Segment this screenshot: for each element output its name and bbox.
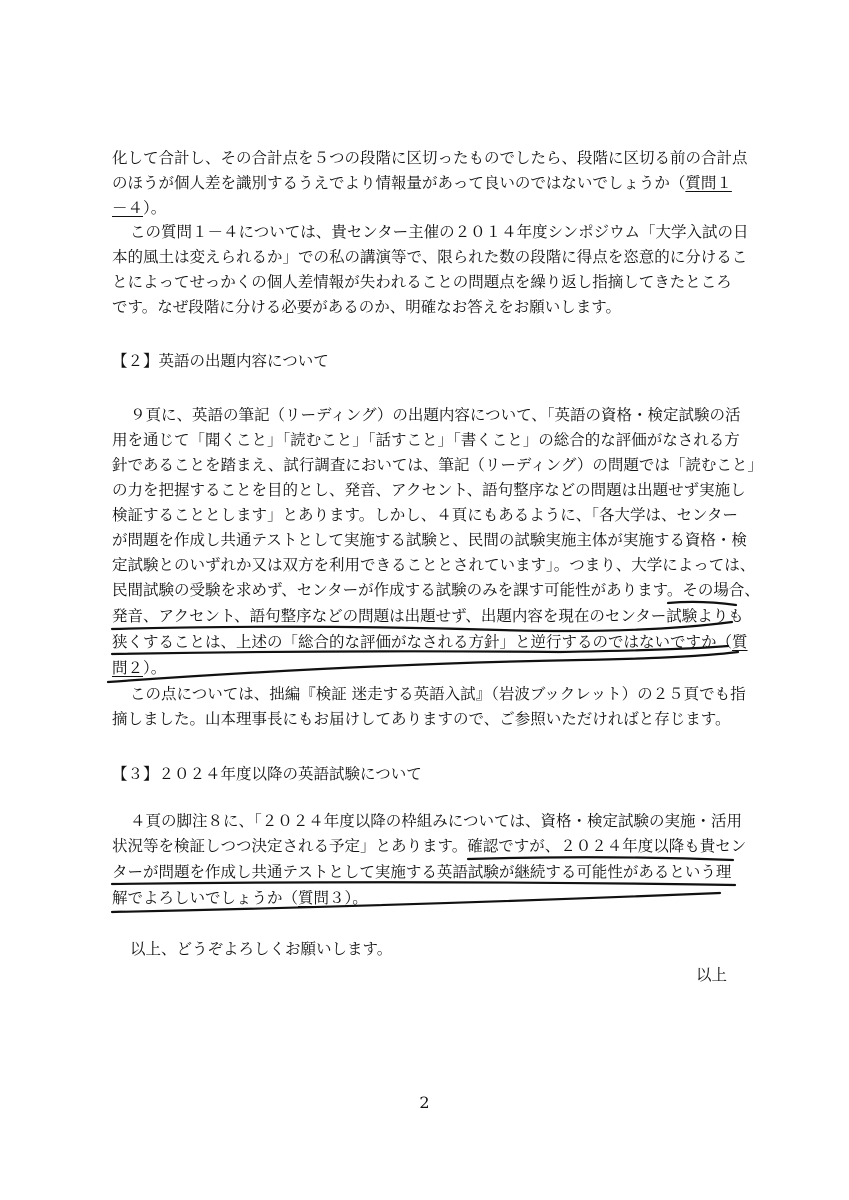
section-heading: 【３】２０２４年度以降の英語試験について — [112, 765, 422, 783]
highlighted-line: ターが問題を作成し共通テストとして実施する英語試験が継続する可能性があるという理 — [112, 863, 732, 881]
text-line: 定試験とのいずれか又は双方を利用できることとされています」。つまり、大学によっては、 — [112, 556, 756, 574]
text-line: のほうが個人差を識別するうえでより情報量があって良いのではないでしょうか（質問１ — [112, 174, 732, 192]
text-line: とによってせっかくの個人差情報が失われることの問題点を繰り返し指摘してきたところ — [112, 273, 732, 291]
text-line: の力を把握することを目的とし、発音、アクセント、語句整序などの問題は出題せず実施し — [112, 481, 746, 499]
highlighted-text: その場合、 — [682, 581, 760, 599]
text-line: 状況等を検証しつつ決定される予定」とあります。確認ですが、２０２４年度以降も貴セン — [112, 837, 747, 855]
page-number: 2 — [419, 1093, 430, 1112]
question-ref: －４ — [112, 199, 144, 217]
text-line: この点については、拙編『検証 迷走する英語入試』（岩波ブックレット）の２５頁でも指 — [130, 685, 746, 703]
text-line: 本的風土は変えられるか」での私の講演等で、限られた数の段階に得点を恣意的に分けるこ — [112, 248, 748, 266]
text-line: 民間試験の受験を求めず、センターが作成する試験のみを課す可能性があります。その場合、 — [112, 581, 760, 599]
text-line: 化して合計し、その合計点を５つの段階に区切ったものでしたら、段階に区切る前の合計点 — [112, 149, 748, 167]
handwritten-underline — [668, 602, 736, 605]
question-ref: 質問３ — [298, 889, 345, 907]
handwritten-underline — [108, 652, 738, 682]
closing-text: 以上、どうぞよろしくお願いします。 — [130, 940, 393, 958]
question-ref: 質問１ — [685, 174, 732, 192]
text-line: この質問１－４については、貴センター主催の２０１４年度シンポジウム「大学入試の日 — [130, 223, 749, 241]
text-line: －４）。 — [112, 199, 167, 217]
text-line: 針であることを踏まえ、試行調査においては、筆記（リーディング）の問題では「読むこと」 — [112, 456, 763, 474]
closing-mark: 以上 — [695, 966, 727, 984]
handwritten-underline — [112, 882, 735, 885]
question-ref: 問２ — [112, 659, 144, 677]
text-line: です。なぜ段階に分ける必要があるのか、明確なお答えをお願いします。 — [112, 298, 622, 316]
handwritten-underline — [468, 857, 733, 860]
highlighted-line: 狭くすることは、上述の「総合的な評価がなされる方針」と逆行するのではないですか（質 — [112, 633, 748, 651]
text-line: ９頁に、英語の筆記（リーディング）の出題内容について、「英語の資格・検定試験の活 — [130, 406, 741, 424]
highlighted-text: 確認ですが、２０２４年度以降も貴セン — [467, 837, 747, 855]
text-line: 解でよろしいでしょうか（質問３）。 — [112, 889, 368, 907]
section-heading: 【２】英語の出題内容について — [112, 352, 329, 370]
text-line: 摘しました。山本理事長にもお届けしてありますので、ご参照いただければと存じます。 — [112, 710, 731, 728]
text-line: が問題を作成し共通テストとして実施する試験と、民間の試験実施主体が実施する資格・検 — [112, 531, 747, 549]
text-line: 用を通じて「聞くこと」「読むこと」「話すこと」「書くこと」の総合的な評価がなされる方 — [112, 431, 740, 449]
text-line: ４頁の脚注８に、「２０２４年度以降の枠組みについては、資格・検定試験の実施・活用 — [130, 812, 742, 830]
highlighted-line: 発音、アクセント、語句整序などの問題は出題せず、出題内容を現在のセンター試験よりも — [112, 607, 744, 625]
question-ref: 質 — [732, 633, 748, 651]
text-line: 問２）。 — [112, 659, 167, 677]
text-line: 検証することとします」とあります。しかし、４頁にもあるように、「各大学は、センター — [112, 506, 738, 524]
